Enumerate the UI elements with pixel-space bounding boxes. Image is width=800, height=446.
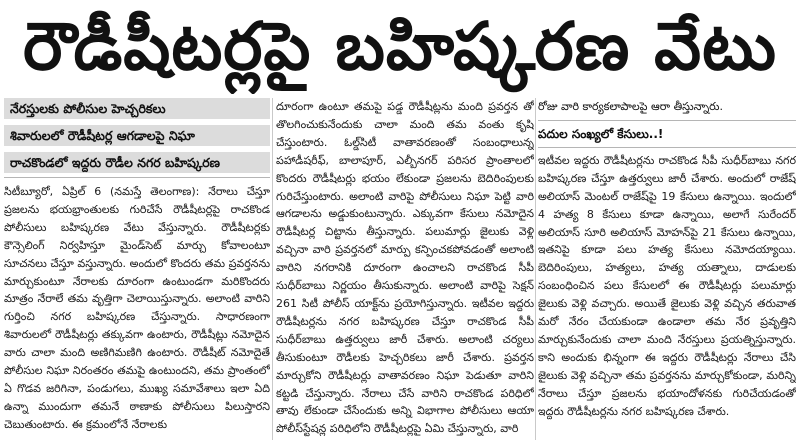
subheadline: శివారులలో రౌడీషీటర్ల ఆగడాలపై నిఘా bbox=[4, 125, 270, 146]
divider bbox=[4, 177, 270, 178]
article-body: ఇటీవల ఇద్దరు రౌడీషీటర్లను రాచకొండ సీపీ సుధీర్‌బాబు నగర బహిష్కరణ చేస్తూ ఉత్తర్వులు జారీ చేశారు. అందులో రాజేష్ అలియాస్ మెంటల్ రాజేష్‌పై 19 కేసులు ఉన్నాయి. ఇందులో 4 హత్య 8 కేసులు కూడా ఉన్నాయి, అలాగే సురేందర్ అలియాస్ సూరి అలియాస్ మోహన్‌పై 21 కేసులు ఉన్నాయి, ఇతనిపై కూడా పలు హత్య కేసులు నమోదయ్యాయి. బెదిరింపులు, హత్యలు, హత్య యత్నాలు, దాడులకు సంబంధించిన పలు కేసులలో ఈ రౌడీషీటర్లు పలుమార్లు జైలుకు వెళ్లి వచ్చారు. అయితే జైలుకు వెళ్లి వచ్చిన తరువాత మరో నేరం చేయకుండా ఉండాలా తమ నేర ప్రవృత్తిని మార్చుకునేందుకు చాలా మంది నేరస్తులు ప్రయత్నిస్తున్నారు. కాని అందుకు భిన్నంగా ఈ ఇద్దరు రౌడీషీటర్లు నేరాలు చేసి జైలుకు వెళ్లి వచ్చినా తమ ప్రవర్తనను మార్చుకోకుండా, మరిన్ని నేరాలు చేస్తూ ప్రజలను భయాందోళనకు గురిచేయడంతో ఇద్దరు రౌడీషీటర్లను నగర బహిష్కరణ చేశారు. bbox=[538, 153, 796, 418]
subheadline: నేరస్తులకు పోలీసుల హెచ్చరికలు bbox=[4, 98, 270, 119]
article-column-3 bbox=[538, 98, 796, 442]
column-divider bbox=[272, 98, 273, 440]
divider bbox=[538, 120, 796, 121]
article-column-2 bbox=[276, 98, 534, 442]
section-subhead: పదుల సంఖ్యలో కేసులు..! bbox=[538, 126, 664, 141]
subheadline: రాచకొండలో ఇద్దరు రౌడీల నగర బహిష్కరణ bbox=[4, 152, 270, 173]
column-divider bbox=[535, 98, 536, 440]
article-body: సిటీబ్యూరో, ఏప్రిల్ 6 (నమస్తే తెలంగాణ): నేరాలు చేస్తూ ప్రజలను భయభ్రాంతులకు గురిచేసే రౌడీషీటర్లపై రాచకొండ పోలీసులు బహిష్కరణ వేటు వేస్తున్నారు. రౌడీషీటర్లకు కౌన్సెలింగ్ నిర్వహిస్తూ మైండ్‌సెట్ మార్చు కోవాలంటూ సూచనలు చేస్తూ వస్తున్నారు. అందులో కొందరు తమ ప్రవర్తనను మార్చుకుంటూ నేరాలకు దూరంగా ఉంటుండగా మరికొందరు మాత్రం నేరాలే తమ వృత్తిగా చెలాయిస్తున్నారు. అలాంటి వారిని గుర్తించి నగర బహిష్కరణ చేస్తున్నారు. సాధారణంగా శివారులలో రౌడీషీటర్లు తక్కువగా ఉంటారు, రౌడీషీట్లు నమోదైన వారు చాలా మంది అణిగిమణిగి ఉంటారు. రౌడీషీట్ నమోదైతే పోలీసుల నిఘా నిరంతరం తమపై ఉంటుందని, తమ ప్రాంతంలో ఏ గొడవ జరిగినా, పండుగలు, ముఖ్య సమావేశాలు ఇలా ఏది ఉన్నా ముందుగా తమనే ఠాణాకు పోలీసులు పిలుస్తారని చెబుతుంటారు. ఈ క్రమంలోనే నేరాలకు bbox=[4, 185, 270, 431]
divider bbox=[538, 147, 796, 148]
article-body: రోజు వారి కార్యకలాపాలపై ఆరా తీస్తున్నారు. bbox=[538, 100, 723, 113]
headline: రౌడీషీటర్లపై బహిష్కరణ వేటు bbox=[23, 8, 777, 85]
article-body: దూరంగా ఉంటూ తమపై పడ్డ రౌడీషీట్లను మంది ప్రవర్తన తో తొలగించుకునేందుకు చాలా మంది తమ వంతు కృషి చేస్తుంటారు. ఓల్డ్‌సిటీ వాతావరణంతో సంబంధాలున్న పహాడీషరీఫ్, బాలాపూర్, ఎల్బీనగర్ పరిసర ప్రాంతాలలో కొందరు రౌడీషీటర్లు భయం లేకుండా ప్రజలను బెదిరింపులకు గురిచేస్తుంటారు. అలాంటి వారిపై పోలీసులు నిఘా పెట్టి వారి ఆగడాలను అడ్డుకుంటున్నారు. ఎక్కువగా కేసులు నమోదైన రౌడీషీటర్ల చిట్టాను తీస్తున్నారు. పలుమార్లు జైలుకు వెళ్లి వచ్చినా వారి ప్రవర్తనలో మార్పు కన్పించకపోవడంతో అలాంటి వారిని నగరానికి దూరంగా ఉంచాలని రాచకొండ సీపీ సుధీర్‌బాబు నిర్ణయం తీసుకున్నారు. అలాంటి వారిపై సెక్షన్ 261 సిటీ పోలీస్ యాక్ట్‌ను ప్రయోగిస్తున్నారు. ఇటీవల ఇద్దరు రౌడీషీటర్లను నగర బహిష్కరణ చేస్తూ రాచకొండ సీపీ సుధీర్‌బాబు ఉత్తర్వులు జారీ చేశారు. అలాంటి చర్యలు తీసుకుంటూ రౌడీలకు హెచ్చరికలు జారీ చేశారు. ప్రవర్తన మార్చుకోని రౌడీషీటర్లు వాతావరణం నిఘా పెడుతూ వారిని కట్టడి చేస్తున్నారు. నేరాలు చేసే వారిని రాచకొండ పరిధిలో తావు లేకుండా చేసేందుకు అన్ని విభాగాల పోలీసులు ఆయా పోలీస్‌స్టేషన్ల పరిధిలోని రౌడీషీటర్లపై ఏమి చేస్తున్నారు, వారి bbox=[276, 100, 534, 436]
article-column-1 bbox=[4, 98, 270, 442]
